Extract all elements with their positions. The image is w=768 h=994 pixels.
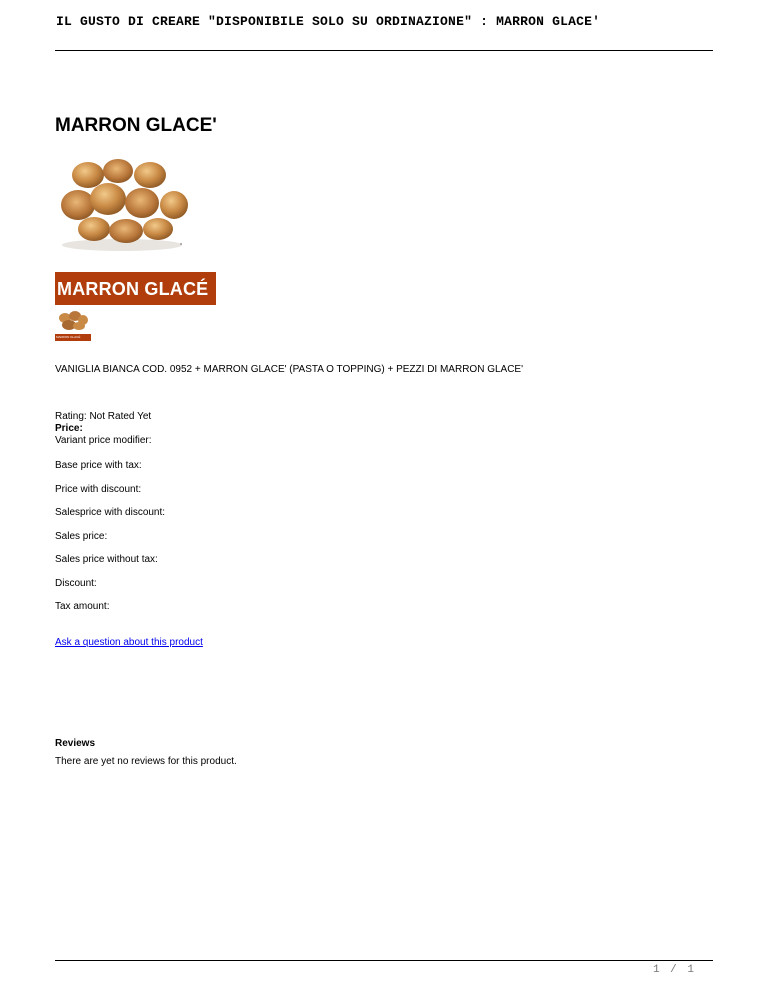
product-thumbnail[interactable]: [55, 309, 91, 343]
rating-price-block: [55, 411, 152, 447]
reviews-empty-text: There are yet no reviews for this product.: [55, 756, 237, 767]
header-divider: [55, 50, 713, 51]
product-image[interactable]: [58, 155, 193, 253]
sales-price: Sales price:: [55, 531, 108, 542]
product-banner: MARRON GLACÉ: [55, 272, 216, 305]
ask-question-link[interactable]: Ask a question about this product: [55, 637, 203, 648]
footer-divider: [55, 960, 713, 961]
variant-price-modifier: Variant price modifier:: [55, 435, 152, 446]
discount: Discount:: [55, 578, 97, 589]
sales-price-without-tax: Sales price without tax:: [55, 554, 158, 565]
page-indicator: 1 / 1: [652, 964, 696, 976]
base-price-with-tax: Base price with tax:: [55, 460, 142, 471]
price-with-discount: Price with discount:: [55, 484, 142, 495]
thumbnail-photo: [55, 309, 91, 333]
tax-amount: Tax amount:: [55, 601, 110, 612]
product-description: VANIGLIA BIANCA COD. 0952 + MARRON GLACE' (PASTA O TOPPING) + PEZZI DI MARRON GLACE': [55, 364, 524, 375]
product-title: MARRON GLACE': [55, 115, 217, 136]
reviews-heading: Reviews: [55, 738, 96, 749]
marron-glace-photo: [58, 155, 193, 253]
rating-text: Rating: Not Rated Yet: [55, 411, 152, 422]
price-label: Price:: [55, 423, 83, 434]
document-header-title: IL GUSTO DI CREARE "DISPONIBILE SOLO SU ORDINAZIONE" : MARRON GLACE': [56, 14, 601, 29]
salesprice-with-discount: Salesprice with discount:: [55, 507, 166, 518]
thumbnail-label: MARRON GLACÉ: [55, 334, 91, 341]
